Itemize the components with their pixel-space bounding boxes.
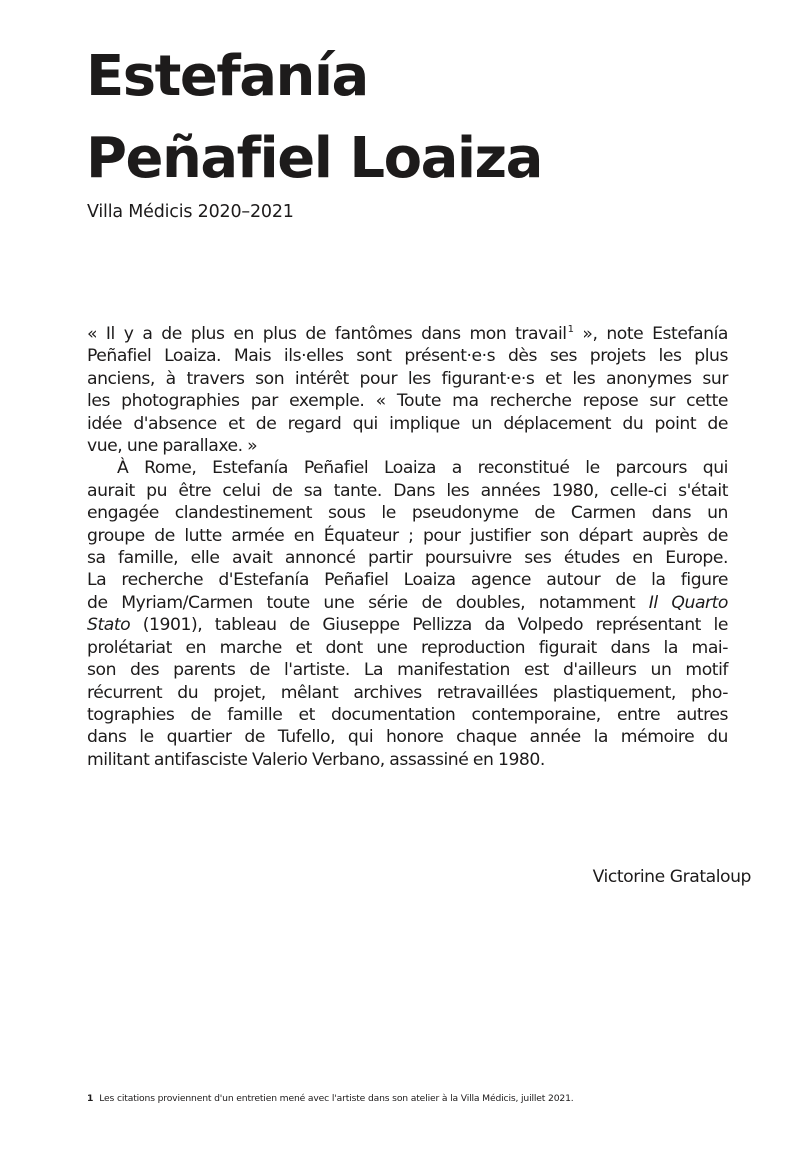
author-signature: Victorine Grataloup (592, 867, 751, 887)
text-line: récurrent du projet, mêlant archives retravaillées plastiquement, pho- (87, 682, 728, 703)
text-line: les photographies par exemple. « Toute ma recherche repose sur cette (87, 391, 728, 412)
text-line: prolétariat en marche et dont une reproduction figurait dans la mai- (87, 637, 728, 658)
text-line: aurait pu être celui de sa tante. Dans les années 1980, celle-ci s'était (87, 480, 728, 501)
text-line: anciens, à travers son intérêt pour les figurant·e·s et les anonymes sur (87, 368, 728, 389)
text-line: son des parents de l'artiste. La manifestation est d'ailleurs un motif (87, 660, 728, 681)
title-line-first-name: Estefanía (86, 44, 368, 109)
text-line: engagée clandestinement sous le pseudonyme de Carmen dans un (87, 503, 728, 524)
text-line: militant antifasciste Valerio Verbano, assassiné en 1980. (87, 749, 545, 770)
text-line: groupe de lutte armée en Équateur ; pour justifier son départ auprès de (87, 525, 728, 546)
text-line: Peñafiel Loaiza. Mais ils·elles sont présent·e·s dès ses projets les plus (87, 346, 728, 367)
essay-body (87, 323, 728, 771)
text-line: dans le quartier de Tufello, qui honore chaque année la mémoire du (87, 727, 728, 748)
text-line: À Rome, Estefanía Peñafiel Loaiza a reconstitué le parcours qui (117, 458, 728, 479)
artwork-title-italic: Il Quarto (648, 592, 728, 613)
residency-subtitle: Villa Médicis 2020–2021 (87, 202, 294, 222)
paragraph-1 (87, 323, 728, 457)
text-line: idée d'absence et de regard qui implique un déplacement du point de (87, 413, 728, 434)
text-line: sa famille, elle avait annoncé partir poursuivre ses études en Europe. (87, 548, 728, 569)
footnote (87, 1093, 574, 1105)
text-line: « Il y a de plus en plus de fantômes dans mon travail$^1$ », note Estefanía (87, 324, 728, 344)
footnote-reference[interactable]: 1 (567, 324, 574, 335)
paragraph-2 (87, 457, 728, 771)
artist-name-title (86, 36, 542, 200)
text-line: vue, une parallaxe. » (87, 436, 258, 457)
text-line: tographies de famille et documentation contemporaine, entre autres (87, 704, 728, 725)
title-line-surname: Peñafiel Loaiza (86, 126, 542, 191)
text-line: La recherche d'Estefanía Peñafiel Loaiza agence autour de la figure (87, 570, 728, 591)
footnote-number: 1 (87, 1093, 94, 1104)
text-line: Stato (1901), tableau de Giuseppe Pellizza da Volpedo représentant le (87, 615, 728, 636)
footnote-text: Les citations proviennent d'un entretien mené avec l'artiste dans son atelier à la Villa Médicis, juillet 2021. (99, 1093, 574, 1104)
text-line: de Myriam/Carmen toute une série de doubles, notamment Il Quarto (87, 592, 728, 613)
artwork-title-italic: Stato (87, 615, 131, 636)
